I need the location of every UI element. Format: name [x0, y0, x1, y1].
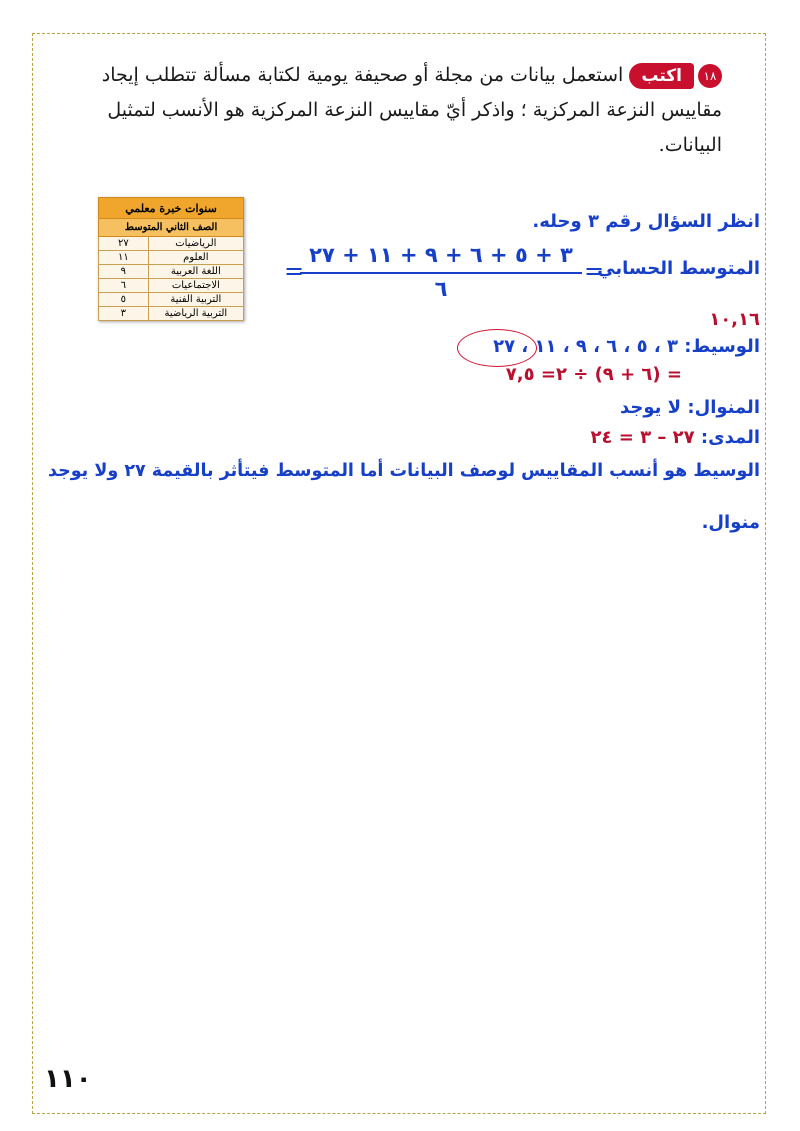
table-subject: اللغة العربية — [148, 265, 243, 279]
write-badge: اكتب — [629, 63, 694, 89]
table-row — [99, 307, 244, 321]
table-value: ٣ — [99, 307, 149, 321]
table-value: ٦ — [99, 279, 149, 293]
mean-result-equals-sign: = — [284, 257, 305, 285]
median-values: ٣ ، ٥ ، ٦ ، ٩ ، ١١ ، ٢٧ — [493, 336, 678, 357]
conclusion-line-1: الوسيط هو أنسب المقاييس لوصف البيانات أما المتوسط فيتأثر بالقيمة ٢٧ ولا يوجد — [47, 461, 760, 481]
conclusion-line-2: منوال. — [701, 512, 760, 533]
table-value: ٢٧ — [99, 237, 149, 251]
median-label: الوسيط: — [684, 336, 760, 357]
fraction-bar — [300, 272, 582, 274]
mean-numerator: ٣ + ٥ + ٦ + ٩ + ١١ + ٢٧ — [309, 243, 573, 267]
table-title: سنوات خبرة معلمي — [99, 198, 244, 219]
median-calculation: = (٦ + ٩) ÷ ٢= ٧,٥ — [505, 364, 682, 385]
table-row — [99, 251, 244, 265]
mean-equals-sign: = — [584, 257, 605, 285]
table-subtitle: الصف الثاني المتوسط — [99, 219, 244, 237]
table-row — [99, 265, 244, 279]
mode-line — [620, 397, 760, 418]
mean-label: المتوسط الحسابي — [597, 258, 760, 279]
question-number-badge: ١٨ — [698, 64, 722, 88]
page-frame — [32, 33, 766, 1114]
mode-value: لا يوجد — [620, 397, 682, 418]
problem-text: استعمل بيانات من مجلة أو صحيفة يومية لكتابة مسألة تتطلب إيجاد مقاييس النزعة المركزية ؛ واذكر أيّ مقاييس النزعة المركزية هو الأنسب لتمثيل البيانات. — [101, 64, 722, 156]
table-value: ٥ — [99, 293, 149, 307]
mode-label: المنوال: — [687, 397, 760, 418]
table-subject: التربية الرياضية — [148, 307, 243, 321]
answer-intro: انظر السؤال رقم ٣ وحله. — [532, 211, 760, 232]
mean-result: ١٠,١٦ — [709, 309, 760, 330]
range-value: ٢٧ – ٣ = ٢٤ — [590, 427, 695, 448]
table-subject: الاجتماعيات — [148, 279, 243, 293]
median-circle — [457, 329, 537, 367]
table-row — [99, 293, 244, 307]
range-label: المدى: — [700, 427, 760, 448]
mean-fraction — [300, 240, 582, 302]
range-line — [590, 427, 760, 448]
teacher-experience-table — [98, 197, 244, 321]
page-number: ١١٠ — [44, 1064, 92, 1094]
table-subject: التربية الفنية — [148, 293, 243, 307]
problem-statement — [82, 58, 722, 163]
table-subject: الرياضيات — [148, 237, 243, 251]
table-row — [99, 237, 244, 251]
table-row — [99, 279, 244, 293]
table-value: ٩ — [99, 265, 149, 279]
mean-denominator: ٦ — [434, 277, 448, 301]
table-subject: العلوم — [148, 251, 243, 265]
table-value: ١١ — [99, 251, 149, 265]
